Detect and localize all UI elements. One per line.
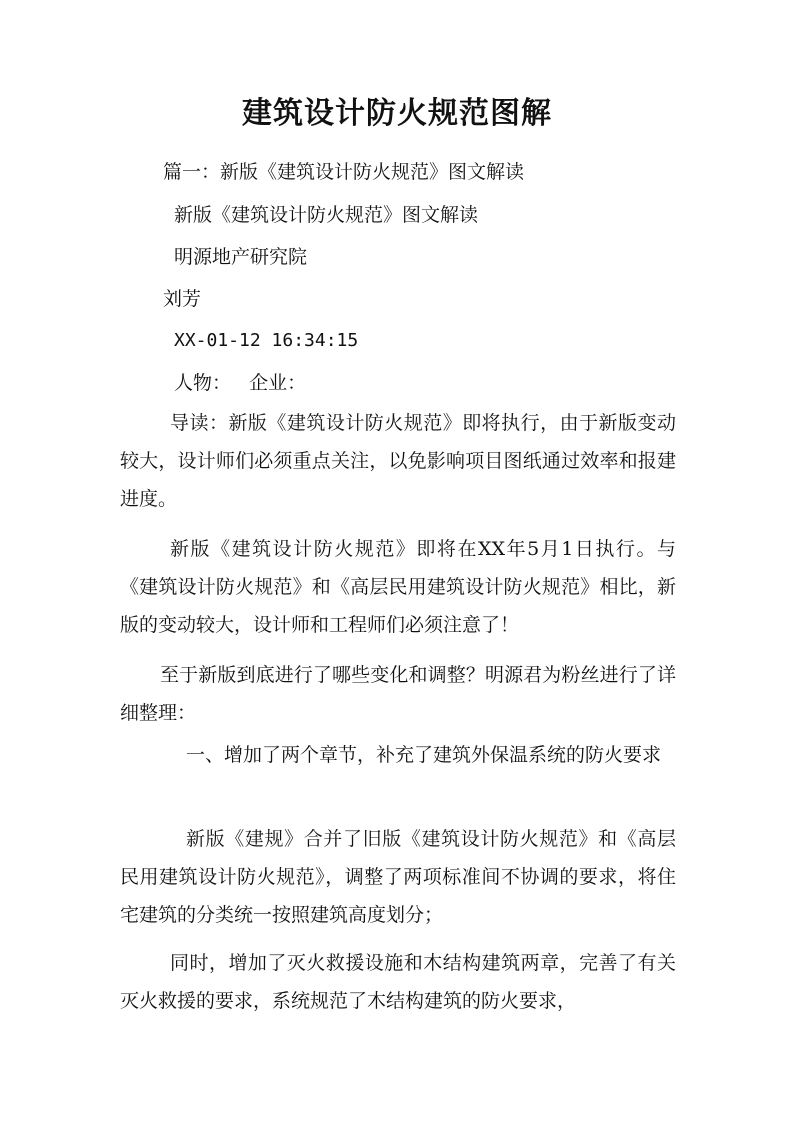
organization-name: 明源地产研究院 [174, 246, 308, 268]
paragraph-intro: 导读：新版《建筑设计防火规范》即将执行，由于新版变动较大，设计师们必须重点关注，以免影响项目图纸通过效率和报建进度。 [120, 412, 676, 510]
section-heading-one: 一、增加了两个章节，补充了建筑外保温系统的防火要求 [186, 744, 662, 766]
part-heading: 篇一：新版《建筑设计防火规范》图文解读 [163, 161, 525, 183]
paragraph-merge: 新版《建规》合并了旧版《建筑设计防火规范》和《高层民用建筑设计防火规范》，调整了两项标准间不协调的要求，将住宅建筑的分类统一按照建筑高度划分； [120, 828, 676, 926]
article-subtitle: 新版《建筑设计防火规范》图文解读 [174, 204, 479, 226]
author-name: 刘芳 [163, 288, 202, 310]
paragraph-changes: 至于新版到底进行了哪些变化和调整？明源君为粉丝进行了详细整理： [120, 664, 676, 724]
paragraph-effective-date: 新版《建筑设计防火规范》即将在XX年5月1日执行。与《建筑设计防火规范》和《高层民用建筑设计防火规范》相比，新版的变动较大，设计师和工程师们必须注意了！ [120, 538, 676, 636]
meta-line: 人物： 企业： [174, 372, 307, 394]
document-title: 建筑设计防火规范图解 [242, 96, 552, 131]
paragraph-additions: 同时，增加了灭火救援设施和木结构建筑两章，完善了有关灭火救援的要求，系统规范了木结构建筑的防火要求， [120, 952, 676, 1012]
publish-timestamp: XX-01-12 16:34:15 [174, 330, 359, 351]
